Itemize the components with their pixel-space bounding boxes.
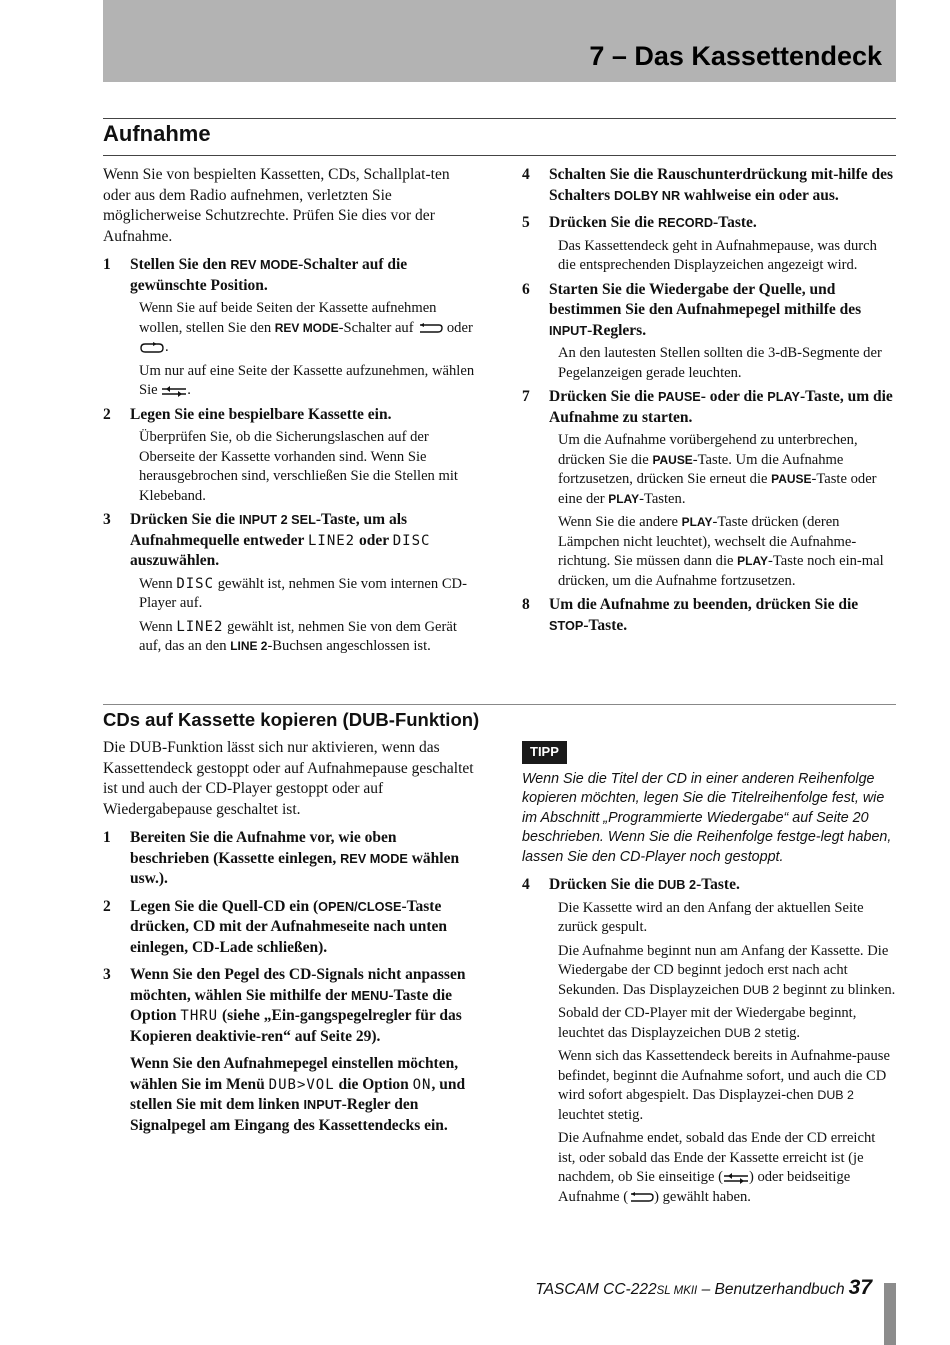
reverse-endless-icon [139, 342, 165, 354]
step-1: 1 Stellen Sie den REV MODE-Schalter auf die gewünschte Position. [103, 256, 408, 294]
step-2-note: Überprüfen Sie, ob die Sicherungslaschen auf der Oberseite der Kassette vorhanden sind. Wenn Sie herausgebrochen sind, verschließen Sie die Stellen mit Klebeband. [139, 429, 458, 504]
tip-label: TIPP [522, 741, 567, 764]
reverse-loop-icon [628, 1191, 654, 1203]
dub-step-4-note: Die Aufnahme beginnt nun am Anfang der Kassette. Die Wiedergabe der CD beginnt jedoch erst nach acht Sekunden. Das Displayzeichen DUB 2 beginnt zu blinken. [558, 942, 896, 998]
step-3-note: Wenn LINE2 gewählt ist, nehmen Sie von dem Gerät auf, das an den LINE 2-Buchsen angeschlossen ist. [139, 618, 457, 654]
dub-intro-paragraph: Die DUB-Funktion lässt sich nur aktivieren, wenn das Kassettendeck gestoppt oder auf Aufnahmepause geschaltet ist und auch der CD-Player gestoppt oder auf Wiedergabepause geschaltet ist. [103, 739, 474, 818]
dub-step-2: 2 Legen Sie die Quell-CD ein (OPEN/CLOSE-Taste drücken, CD mit der Aufnahmeseite nach unten einlegen, CD-Lade schließen). [103, 897, 448, 956]
divider [103, 704, 896, 705]
step-3-note: Wenn DISC gewählt ist, nehmen Sie vom internen CD-Player auf. [139, 575, 467, 611]
reverse-oneway-icon [161, 385, 187, 397]
section1-right-column [522, 165, 896, 639]
step-4: 4 Schalten Sie die Rauschunterdrückung mit-hilfe des Schalters DOLBY NR wahlweise ein oder aus. [522, 166, 894, 204]
dub-step-4-note: Sobald der CD-Player mit der Wiedergabe beginnt, leuchtet das Displayzeichen DUB 2 stetig. [558, 1005, 857, 1041]
footer-manual-title: – Benutzerhandbuch [697, 1281, 845, 1298]
step-8: 8 Um die Aufnahme zu beenden, drücken Sie die STOP-Taste. [522, 596, 859, 634]
dub-step-4: 4 Drücken Sie die DUB 2-Taste. [522, 876, 740, 893]
step-3: 3 Drücken Sie die INPUT 2 SEL-Taste, um als Aufnahmequelle entweder LINE2 oder DISC auszuwählen. [103, 511, 431, 569]
dub-step-3: 3 Wenn Sie den Pegel des CD-Signals nicht anpassen möchten, wählen Sie mithilfe der MENU-Taste die Option THRU (siehe „Ein-gangspegelregler für das Kopieren deaktivie-ren“ auf Seite 29). [103, 966, 466, 1045]
dub-step-4-note: Die Aufnahme endet, sobald das Ende der CD erreicht ist, oder sobald das Ende der Kassette erreicht ist (je nachdem, ob Sie einseitige ( ) oder beidseitige Aufnahme ( ) gewählt haben. [558, 1130, 876, 1205]
footer-model-suffix: SL MKII [656, 1285, 698, 1297]
step-6: 6 Starten Sie die Wiedergabe der Quelle, und bestimmen Sie den Aufnahmepegel mithilfe des INPUT-Reglers. [522, 280, 862, 339]
section2-right-column [522, 741, 896, 1211]
page-footer [535, 1276, 872, 1300]
dub-step-4-note: Wenn sich das Kassettendeck bereits in Aufnahme-pause befindet, beginnt die Aufnahme sofort, und auch die CD wird sofort abgespielt. Das Displayzei-chen DUB 2 leuchtet stetig. [558, 1048, 890, 1123]
intro-paragraph: Wenn Sie von bespielten Kassetten, CDs, Schallplat-ten oder aus dem Radio aufnehmen, verletzten Sie möglicherweise Schutzrechte. Prüfen Sie dies vor der Aufnahme. [103, 166, 450, 245]
reverse-loop-icon [417, 322, 443, 334]
page-side-tab [884, 1283, 896, 1345]
step-1-note: Um nur auf eine Seite der Kassette aufzunehmen, wählen Sie . [139, 362, 475, 398]
dub-step-4-note: Die Kassette wird an den Anfang der aktuellen Seite zurück gespult. [558, 899, 864, 935]
footer-brand: TASCAM CC-222 [535, 1281, 657, 1298]
page-number: 37 [848, 1276, 872, 1299]
reverse-oneway-icon [723, 1172, 749, 1184]
chapter-header-bar [103, 0, 896, 82]
section1-left-column [103, 165, 478, 661]
divider [103, 155, 896, 156]
subsection-title: CDs auf Kassette kopieren (DUB-Funktion) [103, 709, 480, 730]
display-text: DISC [392, 532, 431, 549]
section2-left-column [103, 738, 478, 1139]
divider [103, 118, 896, 119]
dub-step-3-continued: Wenn Sie den Aufnahmepegel einstellen möchten, wählen Sie im Menü DUB>VOL die Option ON, und stellen Sie mit dem linken INPUT-Regler den Signalpegel am Eingang des Kassettendecks ein. [130, 1055, 466, 1134]
step-2: 2 Legen Sie eine bespielbare Kassette ein. [103, 405, 392, 423]
step-7-note: Wenn Sie die andere PLAY-Taste drücken (deren Lämpchen nicht leuchtet), wechselt die Aufnahme-richtung. Sie müssen dann die PLAY-Taste noch ein-mal drücken, um die Aufnahme fortzusetzen. [558, 514, 884, 589]
section-title: Aufnahme [103, 121, 211, 146]
dub-step-1: 1 Bereiten Sie die Aufnahme vor, wie oben beschrieben (Kassette einlegen, REV MODE wählen usw.). [103, 829, 460, 887]
step-7-note: Um die Aufnahme vorübergehend zu unterbrechen, drücken Sie die PAUSE-Taste. Um die Aufnahme fortzusetzen, drücken Sie erneut die PAUSE-Taste oder eine der PLAY-Tasten. [558, 432, 877, 507]
tip-text: Wenn Sie die Titel der CD in einer anderen Reihenfolge kopieren möchten, legen Sie die Titelreihenfolge fest, wie im Abschnitt „Programmierte Wiedergabe“ auf Seite 20 beschrieben. Wenn Sie die Reihenfolge festge-legt haben, lassen Sie den CD-Player noch gestoppt. [522, 770, 892, 865]
chapter-title: 7 – Das Kassettendeck [589, 41, 882, 71]
step-5: 5 Drücken Sie die RECORD-Taste. [522, 214, 757, 231]
step-5-note: Das Kassettendeck geht in Aufnahmepause, was durch die entsprechenden Displayzeichen angezeigt wird. [558, 237, 877, 273]
step-7: 7 Drücken Sie die PAUSE- oder die PLAY-Taste, um die Aufnahme zu starten. [522, 388, 893, 426]
step-1-note: Wenn Sie auf beide Seiten der Kassette aufnehmen wollen, stellen Sie den REV MODE-Schalter auf oder . [139, 300, 473, 355]
step-6-note: An den lautesten Stellen sollten die 3-dB-Segmente der Pegelanzeigen gerade leuchten. [558, 345, 882, 381]
display-text: LINE2 [307, 532, 356, 549]
